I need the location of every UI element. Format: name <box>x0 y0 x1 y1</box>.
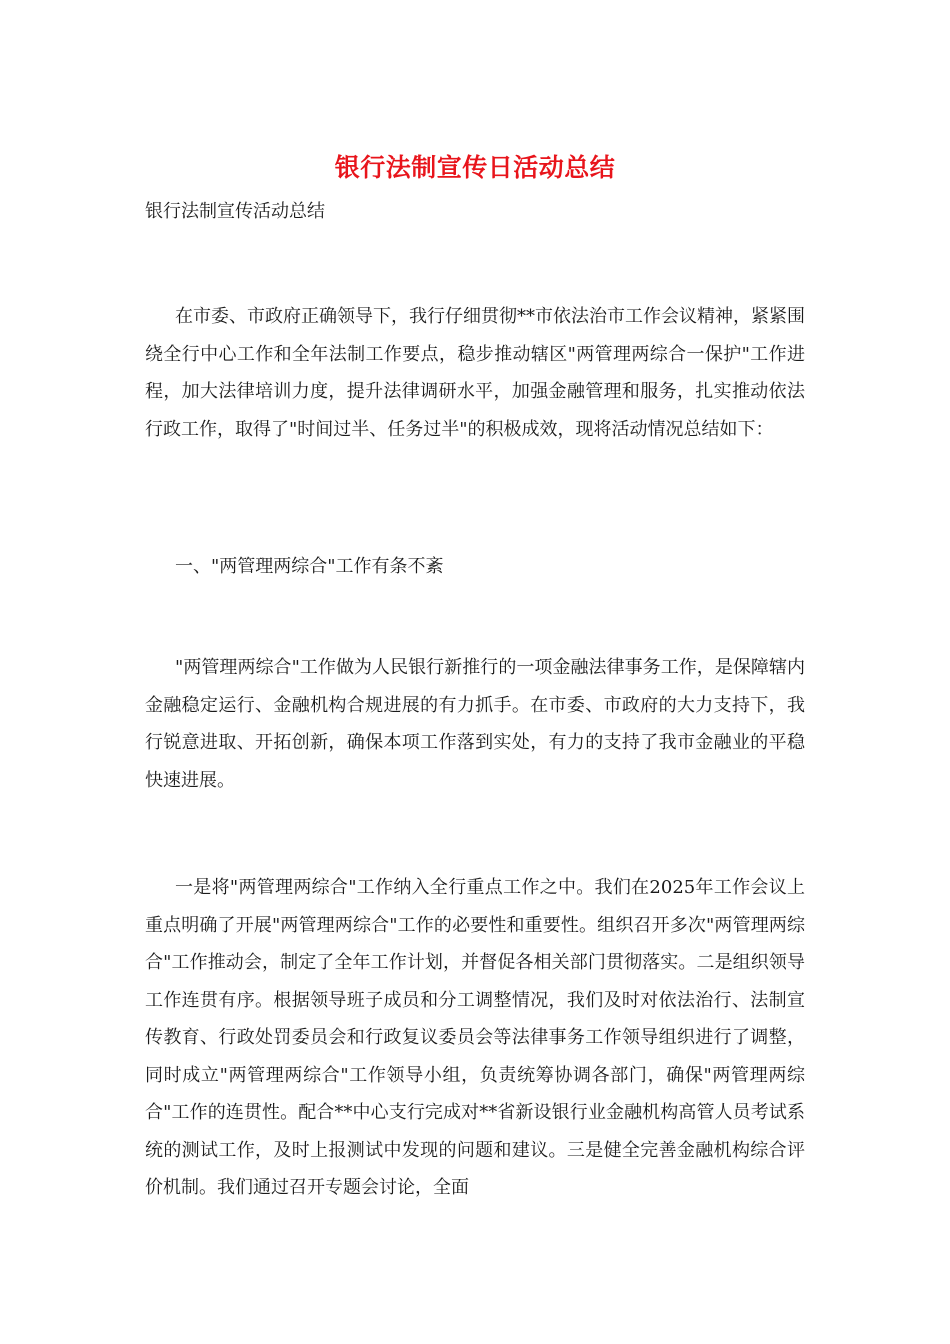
document-title: 银行法制宣传日活动总结 <box>334 153 616 182</box>
paragraph-section-1: "两管理两综合"工作做为人民银行新推行的一项金融法律事务工作，是保障辖内金融稳定运行、金融机构合规进展的有力抓手。在市委、市政府的大力支持下，我行锐意进取、开拓创新，确保本项工作落到实处，有力的支持了我市金融业的平稳快速进展。 <box>145 657 805 791</box>
paragraph-section-1-details: 一是将"两管理两综合"工作纳入全行重点工作之中。我们在2025年工作会议上重点明确了开展"两管理两综合"工作的必要性和重要性。组织召开多次"两管理两综合"工作推动会，制定了全年工作计划，并督促各相关部门贯彻落实。二是组织领导工作连贯有序。根据领导班子成员和分工调整情况，我们及时对依法治行、法制宣传教育、行政处罚委员会和行政复议委员会等法律事务工作领导组织进行了调整，同时成立"两管理两综合"工作领导小组，负责统筹协调各部门，确保"两管理两综合"工作的连贯性。配合**中心支行完成对**省新设银行业金融机构高管人员考试系统的测试工作，及时上报测试中发现的问题和建议。三是健全完善金融机构综合评价机制。我们通过召开专题会讨论，全面 <box>145 877 805 1198</box>
document-subtitle: 银行法制宣传活动总结 <box>145 201 325 222</box>
section-heading-1: 一、"两管理两综合"工作有条不紊 <box>175 556 444 577</box>
paragraph-intro: 在市委、市政府正确领导下，我行仔细贯彻**市依法治市工作会议精神，紧紧围绕全行中心工作和全年法制工作要点，稳步推动辖区"两管理两综合一保护"工作进程，加大法律培训力度，提升法律调研水平，加强金融管理和服务，扎实推动依法行政工作，取得了"时间过半、任务过半"的积极成效，现将活动情况总结如下： <box>145 306 805 440</box>
